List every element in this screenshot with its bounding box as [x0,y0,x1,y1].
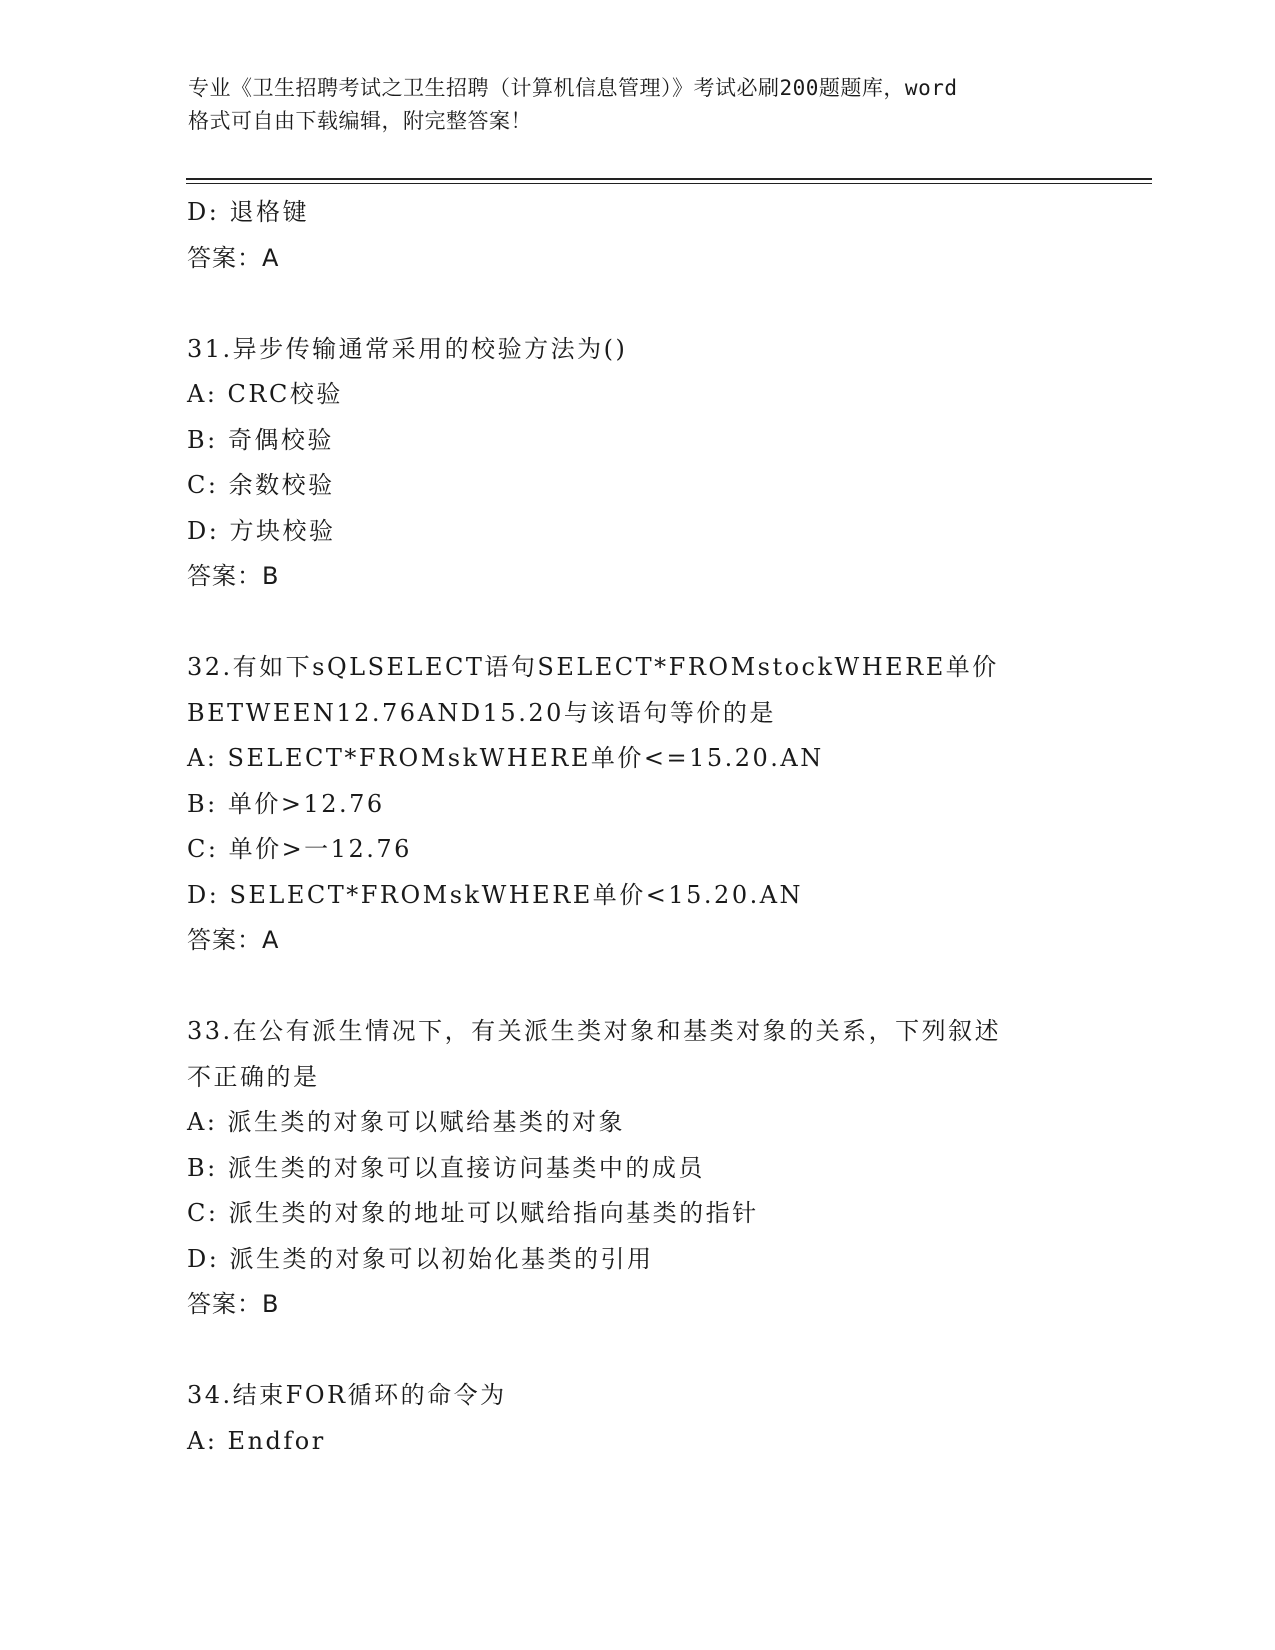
option-a: A: SELECT*FROMskWHERE单价<=15.20.AN [187,744,824,772]
header-line-1: 专业《卫生招聘考试之卫生招聘（计算机信息管理）》考试必刷200题题库，word [188,76,958,100]
option-c: C: 派生类的对象的地址可以赋给指向基类的指针 [187,1199,759,1227]
question-stem-continued: BETWEEN12.76AND15.20与该语句等价的是 [187,698,776,727]
option-d: D: 派生类的对象可以初始化基类的引用 [187,1244,654,1273]
header-divider-thick [186,178,1152,180]
answer-line: 答案：B [187,1290,280,1318]
option-d: D: 退格键 [187,198,309,226]
option-d: D: 方块校验 [187,516,336,545]
answer-line: 答案：B [187,562,280,590]
question-item [187,1009,1147,1328]
option-a: A: 派生类的对象可以赋给基类的对象 [187,1108,626,1136]
answer-line: 答案：A [187,926,280,954]
spacer [187,1328,1147,1374]
question-stem: 32.有如下sQLSELECT语句SELECT*FROMstockWHERE单价 [187,653,999,681]
spacer [187,281,1147,327]
option-b: B: 奇偶校验 [187,425,334,454]
question-stem: 33.在公有派生情况下，有关派生类对象和基类对象的关系，下列叙述 [187,1017,1002,1045]
option-c: C: 单价>一12.76 [187,835,412,863]
question-list [187,190,1147,1464]
question-stem-continued: 不正确的是 [187,1062,320,1091]
question-stem: 31.异步传输通常采用的校验方法为() [187,334,628,363]
option-b: B: 单价>12.76 [187,789,385,818]
option-b: B: 派生类的对象可以直接访问基类中的成员 [187,1153,705,1182]
option-d: D: SELECT*FROMskWHERE单价<15.20.AN [187,880,804,909]
option-a: A: CRC校验 [187,380,343,408]
answer-line: 答案：A [187,243,280,272]
question-item [187,645,1147,964]
question-item [187,1373,1147,1464]
spacer [187,964,1147,1010]
document-header [188,72,1088,138]
question-stem: 34.结束FOR循环的命令为 [187,1381,507,1409]
header-line-2: 格式可自由下载编辑，附完整答案！ [188,109,532,133]
header-divider-thin [186,183,1152,184]
option-c: C: 余数校验 [187,471,335,499]
question-item [187,327,1147,600]
option-a: A: Endfor [187,1426,326,1455]
spacer [187,600,1147,646]
